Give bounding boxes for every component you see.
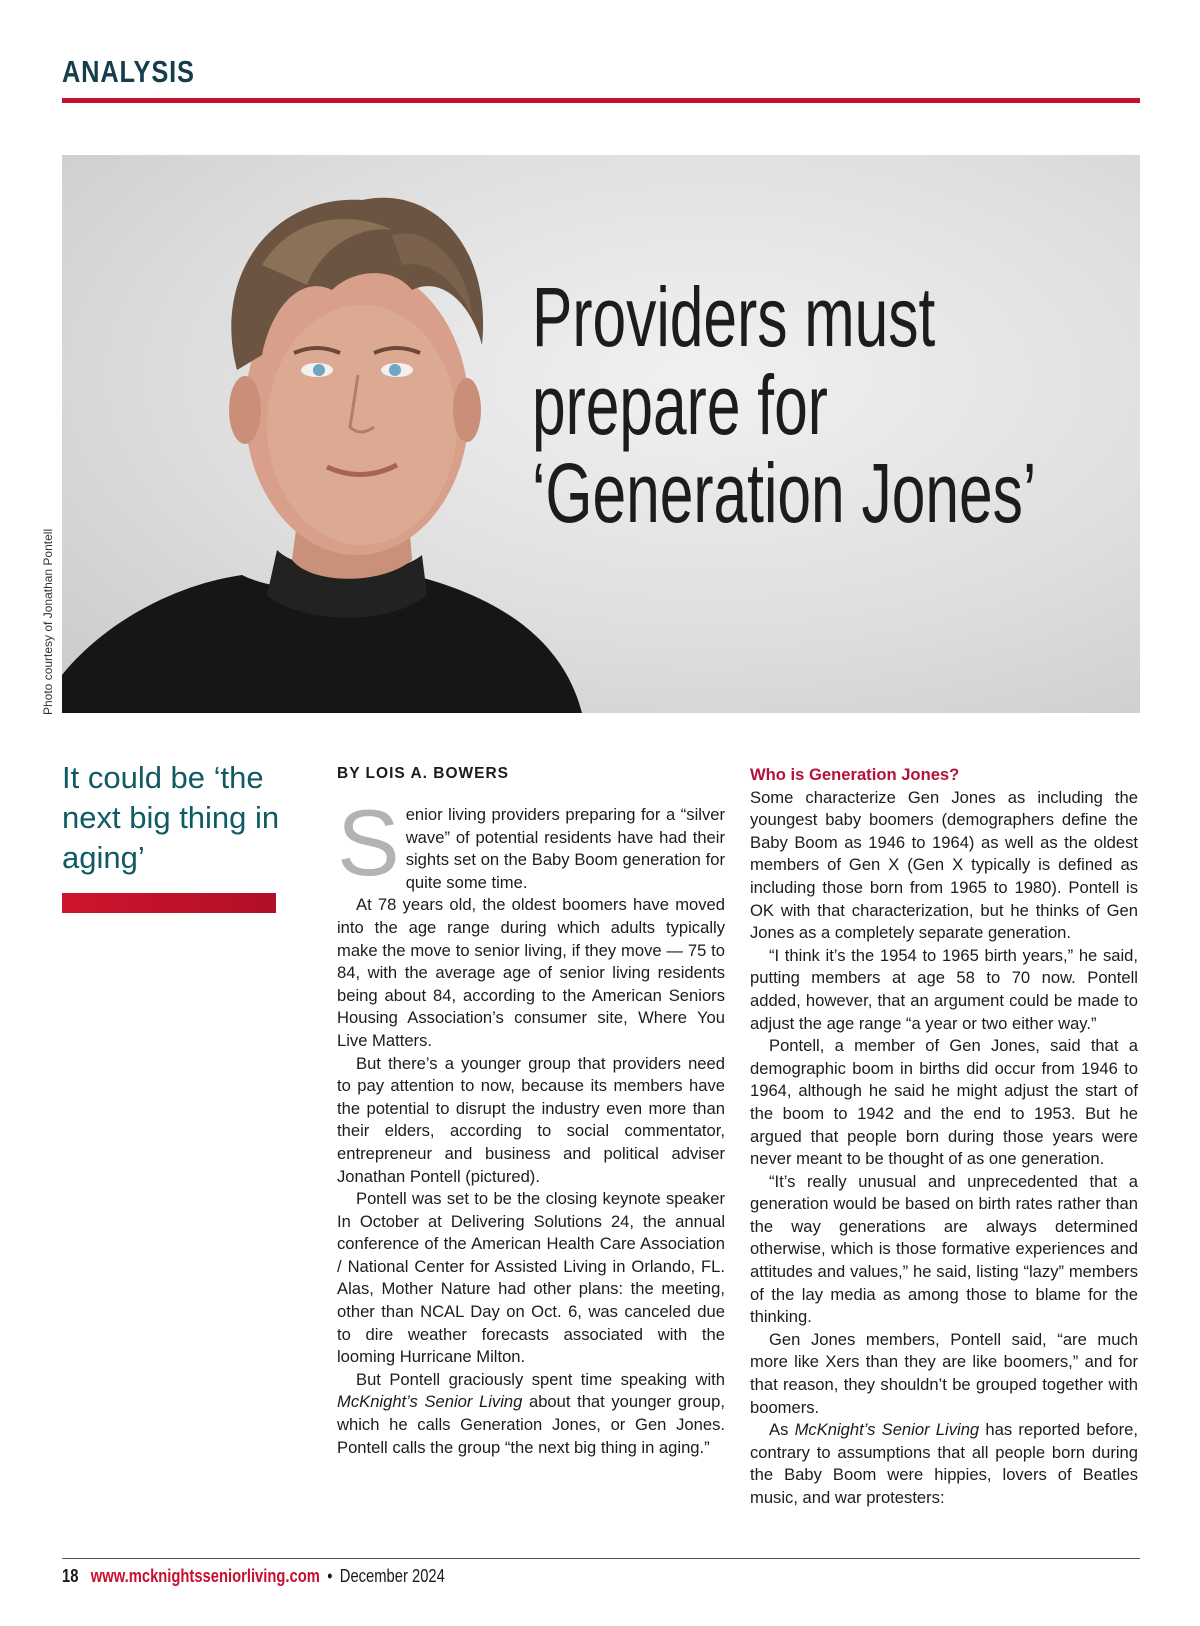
paragraph-text: has reported before, contrary to assumptions that all people born during the Baby Boom were hippies, lovers of Beatles music, and war protesters: [750,1420,1138,1507]
photo-credit: Photo courtesy of Jonathan Pontell [41,528,55,715]
paragraph-text: about that younger group, which he calls Generation Jones, or Gen Jones. Pontell calls the group “the next big thing in aging.” [337,1392,725,1457]
website-link[interactable]: www.mcknightsseniorliving.com [90,1566,320,1586]
paragraph: Pontell, a member of Gen Jones, said that a demographic boom in births did occur from 1946 to 1964, although he said he might adjust the start of the boom to 1942 and the end to 1953. But he argued that people born during those years were never meant to be thought of as one generation. [750,1036,1138,1169]
article-column-1 [337,764,725,1459]
paragraph-text: enior living providers preparing for a “silver wave” of potential residents have had their sights set on the Baby Boom generation for quite some time. [405,805,725,892]
page-number: 18 [62,1566,79,1586]
paragraph: Pontell was set to be the closing keynote speaker In October at Delivering Solutions 24, the annual conference of the American Health Care Association / National Center for Assisted Living in Orlando, FL. Alas, Mother Nature had other plans: the meeting, other than NCAL Day on Oct. 6, was canceled due to dire weather forecasts associated with the looming Hurricane Milton. [337,1189,725,1367]
dropcap: S [337,790,400,895]
paragraph: “I think it’s the 1954 to 1965 birth years,” he said, putting members at age 58 to 70 now. Pontell added, however, that an argument could be made to adjust the age range “a year or two either way.” [750,945,1138,1033]
paragraph-text: As [769,1420,795,1440]
issue-date: December 2024 [339,1566,445,1586]
hero-image [62,155,1140,713]
headline-line-1: Providers must [532,270,936,364]
paragraph [337,790,725,895]
byline: BY LOIS A. BOWERS [337,765,510,782]
pullquote-bar [62,893,276,913]
headline [532,270,1037,540]
subhead: Who is Generation Jones? [750,765,960,784]
article-column-2 [750,764,1138,1510]
pullquote: It could be ‘the next big thing in aging’ [62,760,280,875]
publication-name: McKnight’s Senior Living [794,1420,980,1440]
footer-separator: • [327,1566,333,1586]
section-label: ANALYSIS [62,54,195,89]
paragraph: At 78 years old, the oldest boomers have moved into the age range during which adults typically make the move to senior living, if they move — 75 to 84, with the average age of senior living residents being about 84, according to the American Seniors Housing Association’s consumer site, Where You Live Matters. [337,895,725,1050]
publication-name: McKnight’s Senior Living [337,1392,523,1412]
paragraph [337,1369,725,1459]
headline-line-3: ‘Generation Jones’ [532,446,1037,540]
paragraph: “It’s really unusual and unprecedented that a generation would be based on birth rates rather than the way generations are always determined otherwise, which is those formative experiences and attitudes and values,” he said, listing “lazy” members of the lay media as among those to blame for the thinking. [750,1171,1138,1327]
paragraph: But there’s a younger group that providers need to pay attention to now, because its members have the potential to disrupt the industry even more than their elders, according to social commentator, entrepreneur and business and political adviser Jonathan Pontell (pictured). [337,1053,725,1186]
footer [62,1566,445,1587]
paragraph: Some characterize Gen Jones as including the youngest baby boomers (demographers define the Baby Boom as 1946 to 1964) as well as the oldest members of Gen X (Gen X typically is defined as including those born from 1965 to 1980). Pontell is OK with that characterization, but he thinks of Gen Jones as a completely separate generation. [750,787,1138,943]
headline-line-2: prepare for [532,358,828,452]
paragraph [750,1419,1138,1509]
top-rule [62,98,1140,103]
paragraph-text: But Pontell graciously spent time speaking with [356,1369,725,1389]
footer-rule [62,1558,1140,1559]
paragraph: Gen Jones members, Pontell said, “are much more like Xers than they are like boomers,” and for that reason, they shouldn’t be grouped together with boomers. [750,1329,1138,1417]
